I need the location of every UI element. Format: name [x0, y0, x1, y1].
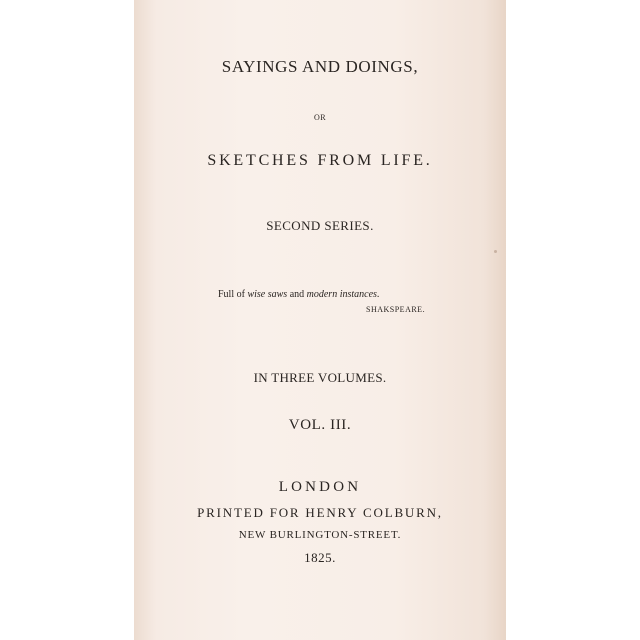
series-label: SECOND SERIES. [266, 218, 374, 233]
title-connector: OR [313, 113, 327, 122]
epigraph-attribution: SHAKSPEARE. [366, 305, 426, 314]
epigraph-text: and [287, 289, 307, 300]
book-title: SAYINGS AND DOINGS, [221, 57, 419, 76]
imprint-city: LONDON [278, 479, 362, 495]
epigraph-quote [218, 289, 379, 300]
imprint-year: 1825. [304, 550, 336, 565]
epigraph-italic-text: wise saws [247, 289, 288, 300]
epigraph-text: . [376, 289, 380, 300]
volume-number: VOL. III. [288, 417, 352, 433]
epigraph-text: Full of [218, 289, 248, 300]
book-title-page [134, 0, 506, 640]
book-subtitle: SKETCHES FROM LIFE. [207, 152, 433, 169]
imprint-street: NEW BURLINGTON-STREET. [238, 529, 402, 541]
volume-count: IN THREE VOLUMES. [253, 370, 387, 385]
paper-foxing-spot [494, 250, 497, 253]
epigraph-italic-text: modern instances [306, 289, 377, 300]
imprint-printer: PRINTED FOR HENRY COLBURN, [197, 505, 443, 520]
